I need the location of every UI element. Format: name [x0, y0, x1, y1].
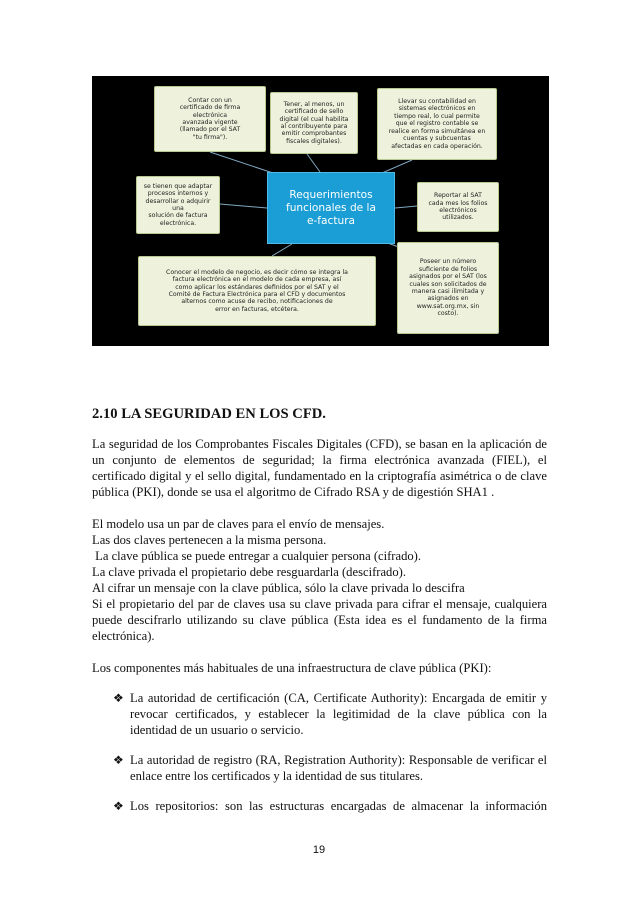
bullet-diamond-icon: ❖: [113, 799, 124, 813]
text-line: La clave privada el propietario debe resguardarla (descifrado).: [92, 565, 406, 579]
paragraph-private-key: Si el propietario del par de claves usa su clave privada para cifrar el mensaje, cualquiera puede descifrarlo utilizando su clave pública (Esta idea es el fundamento de la firma electrónica).: [92, 597, 547, 643]
requirement-box-folio-numbers: Poseer un número suficiente de folios asignados por el SAT (los cuales son solicitados de manera casi ilimitada y asignados en www.sat.org.mx, sin costo).: [397, 242, 499, 334]
requirement-box-electronic-signature: Contar con un certificado de firma electrónica avanzada vigente (llamado por el SAT "tu firma").: [154, 86, 266, 152]
requirements-diagram-figure: [92, 76, 549, 346]
text-line: Al cifrar un mensaje con la clave pública, sólo la clave privada lo descifra: [92, 581, 465, 595]
requirement-box-electronic-accounting: Llevar su contabilidad en sistemas electrónicos en tiempo real, lo cual permite que el registro contable se realice en forma simultánea en cuentas y subcuentas afectadas en cada operación.: [377, 88, 497, 160]
diagram-center-title: Requerimientos funcionales de la e-factura: [267, 172, 395, 244]
page-number: 19: [312, 844, 326, 856]
bullet-diamond-icon: ❖: [113, 691, 124, 705]
bullet-diamond-icon: ❖: [113, 753, 124, 767]
paragraph-security-intro: La seguridad de los Comprobantes Fiscales Digitales (CFD), se basan en la aplicación de un conjunto de elementos de seguridad; la firma electrónica avanzada (FIEL), el certificado digital y el sello digital, fundamentado en la criptografía asimétrica o de clave pública (PKI), donde se usa el algoritmo de Cifrado RSA y de digestión SHA1 .: [92, 437, 547, 499]
bullet-item-ca: La autoridad de certificación (CA, Certificate Authority): Encargada de emitir y revocar certificados, y establecer la legitimidad de la clave pública con la identidad de un usuario o servicio.: [130, 691, 547, 737]
requirement-box-internal-processes: se tienen que adaptar procesos internos y desarrollar o adquirir una solución de factura electrónica.: [136, 176, 220, 234]
text-line: El modelo usa un par de claves para el envío de mensajes.: [92, 517, 385, 531]
section-heading: 2.10 LA SEGURIDAD EN LOS CFD.: [92, 406, 326, 422]
components-intro: Los componentes más habituales de una infraestructura de clave pública (PKI):: [92, 661, 492, 675]
requirement-box-digital-seal: Tener, al menos, un certificado de sello digital (el cual habilita al contribuyente para emitir comprobantes fiscales digitales).: [270, 92, 358, 154]
requirement-box-report-folios: Reportar al SAT cada mes los folios electrónicos utilizados.: [417, 182, 499, 232]
bullet-item-repositories: Los repositorios: son las estructuras encargadas de almacenar la información: [130, 799, 547, 813]
text-line: La clave pública se puede entregar a cualquier persona (cifrado).: [92, 549, 422, 563]
requirement-box-business-model: Conocer el modelo de negocio, es decir cómo se integra la factura electrónica en el modelo de cada empresa, así como aplicar los estándares definidos por el SAT y el Comité de Factura Electrónica para el CFD y documentos alternos como acuse de recibo, notificaciones de error en facturas, etcétera.: [138, 256, 376, 326]
text-line: Las dos claves pertenecen a la misma persona.: [92, 533, 327, 547]
bullet-item-ra: La autoridad de registro (RA, Registration Authority): Responsable de verificar el enlace entre los certificados y la identidad de sus titulares.: [130, 753, 547, 783]
